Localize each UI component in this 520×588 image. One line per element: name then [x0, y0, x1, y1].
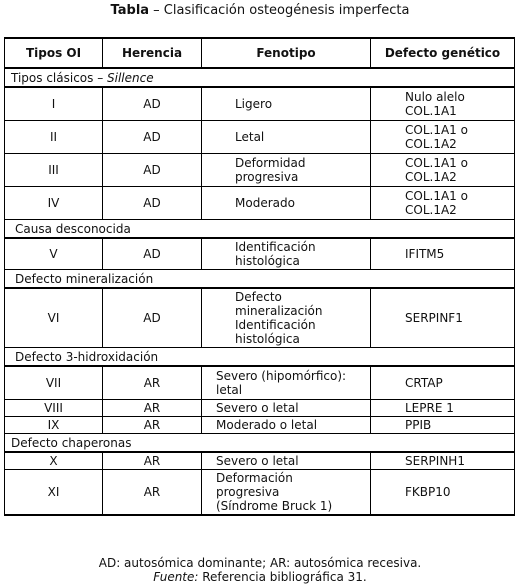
cell-herencia: AR	[103, 366, 202, 400]
group-label-cell	[5, 68, 515, 87]
cell-herencia: AR	[103, 417, 202, 434]
cell-tipo: I	[5, 87, 103, 121]
cell-tipo: VIII	[5, 400, 103, 417]
source-text: Referencia bibliográfica 31.	[198, 570, 367, 584]
cell-defecto: COL.1A1 o COL.1A2	[371, 187, 515, 220]
cell-tipo: VII	[5, 366, 103, 400]
table-row	[5, 288, 515, 348]
cell-herencia: AR	[103, 470, 202, 516]
group-row	[5, 270, 515, 289]
cell-tipo: VI	[5, 288, 103, 348]
table-row	[5, 400, 515, 417]
group-label: Defecto 3-hidroxidación	[5, 348, 515, 367]
table-row	[5, 154, 515, 187]
cell-herencia: AD	[103, 154, 202, 187]
cell-fenotipo: Severo (hipomórfico): letal	[202, 366, 371, 400]
table-row	[5, 470, 515, 516]
cell-herencia: AR	[103, 452, 202, 470]
cell-defecto: SERPINF1	[371, 288, 515, 348]
group-row	[5, 348, 515, 367]
table-row	[5, 366, 515, 400]
cell-fenotipo: Identificación histológica	[202, 238, 371, 270]
cell-defecto: SERPINH1	[371, 452, 515, 470]
header-herencia: Herencia	[103, 38, 202, 68]
group-row	[5, 434, 515, 453]
table-row	[5, 417, 515, 434]
caption-bold: Tabla	[110, 3, 150, 18]
source-label: Fuente:	[153, 570, 199, 584]
cell-fenotipo: Moderado o letal	[202, 417, 371, 434]
cell-defecto: FKBP10	[371, 470, 515, 516]
cell-defecto: Nulo alelo COL.1A1	[371, 87, 515, 121]
cell-fenotipo: Defecto mineralización Identificación histológica	[202, 288, 371, 348]
cell-herencia: AD	[103, 187, 202, 220]
group-label: Tipos clásicos –	[11, 70, 108, 85]
cell-herencia: AD	[103, 121, 202, 154]
cell-herencia: AD	[103, 87, 202, 121]
cell-defecto: COL.1A1 o COL.1A2	[371, 121, 515, 154]
cell-fenotipo: Severo o letal	[202, 452, 371, 470]
table-caption	[0, 3, 520, 19]
table-row	[5, 452, 515, 470]
header-defecto: Defecto genético	[371, 38, 515, 68]
table-row	[5, 238, 515, 270]
cell-defecto: IFITM5	[371, 238, 515, 270]
group-row	[5, 220, 515, 239]
cell-tipo: III	[5, 154, 103, 187]
cell-tipo: IX	[5, 417, 103, 434]
cell-defecto: COL.1A1 o COL.1A2	[371, 154, 515, 187]
cell-defecto: LEPRE 1	[371, 400, 515, 417]
group-label-italic: Sillence	[107, 70, 154, 85]
cell-defecto: PPIB	[371, 417, 515, 434]
header-row	[5, 38, 515, 68]
footnote-source	[0, 570, 520, 585]
cell-tipo: II	[5, 121, 103, 154]
group-label: Causa desconocida	[5, 220, 515, 239]
cell-tipo: IV	[5, 187, 103, 220]
cell-fenotipo: Severo o letal	[202, 400, 371, 417]
group-label: Defecto mineralización	[5, 270, 515, 289]
cell-fenotipo: Deformidad progresiva	[202, 154, 371, 187]
cell-herencia: AR	[103, 400, 202, 417]
cell-fenotipo: Letal	[202, 121, 371, 154]
cell-herencia: AD	[103, 238, 202, 270]
footnote-abbreviations: AD: autosómica dominante; AR: autosómica recesiva.	[98, 556, 422, 570]
cell-fenotipo: Moderado	[202, 187, 371, 220]
cell-fenotipo: Ligero	[202, 87, 371, 121]
oi-classification-table	[4, 37, 515, 516]
table-row	[5, 87, 515, 121]
group-label: Defecto chaperonas	[5, 434, 515, 453]
cell-tipo: X	[5, 452, 103, 470]
table-row	[5, 121, 515, 154]
cell-fenotipo: Deformación progresiva (Síndrome Bruck 1)	[202, 470, 371, 516]
cell-defecto: CRTAP	[371, 366, 515, 400]
header-tipos: Tipos OI	[5, 38, 103, 68]
header-fenotipo: Fenotipo	[202, 38, 371, 68]
cell-herencia: AD	[103, 288, 202, 348]
group-row	[5, 68, 515, 87]
table-row	[5, 187, 515, 220]
caption-text: – Clasificación osteogénesis imperfecta	[149, 3, 410, 18]
cell-tipo: V	[5, 238, 103, 270]
cell-tipo: XI	[5, 470, 103, 516]
